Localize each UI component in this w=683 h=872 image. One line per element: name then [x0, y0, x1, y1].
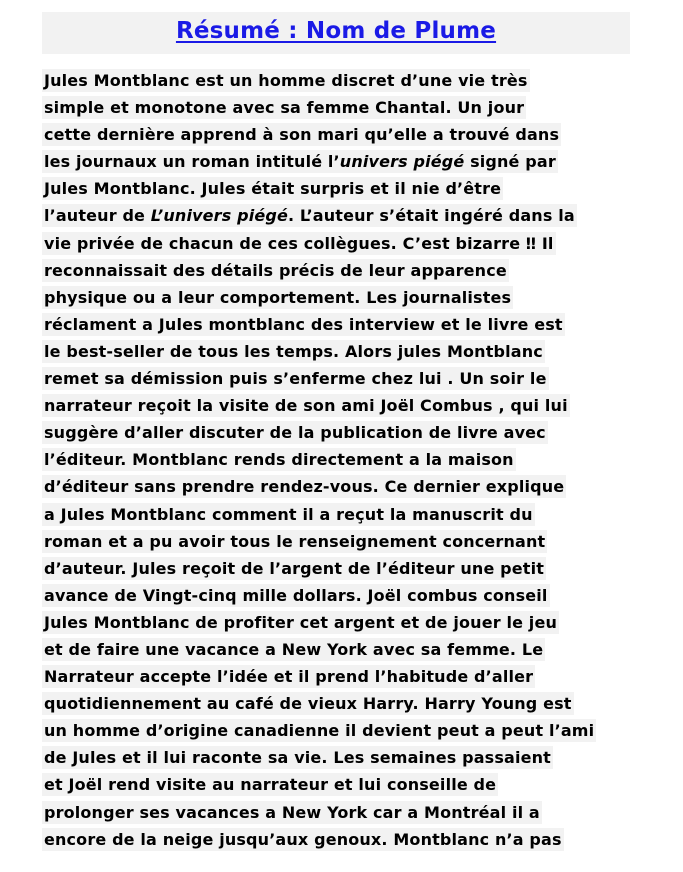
text-line-content: a Jules Montblanc comment il a reçut la manuscrit du [44, 504, 533, 524]
text-line [42, 770, 638, 797]
text-line [42, 120, 638, 147]
text-line [42, 798, 638, 825]
text-line-content: quotidiennement au café de vieux Harry. Harry Young est [44, 694, 572, 714]
text-line-content: vie privée de chacun de ces collègues. C’est bizarre ‼ Il [44, 233, 554, 253]
text-line [42, 174, 638, 201]
text-line [42, 147, 638, 174]
text-line-content: de Jules et il lui raconte sa vie. Les semaines passaient [44, 748, 551, 768]
text-line [42, 229, 638, 256]
text-line [42, 608, 638, 635]
text-line-content: prolonger ses vacances a New York car a Montréal il a [44, 802, 540, 822]
text-line [42, 662, 638, 689]
text-line [42, 716, 638, 743]
text-line-content: simple et monotone avec sa femme Chantal. Un jour [44, 98, 525, 118]
text-segment: . L’auteur s’était ingéré dans la [287, 206, 575, 226]
text-line-content: encore de la neige jusqu’aux genoux. Montblanc n’a pas [44, 829, 562, 849]
text-line-content: narrateur reçoit la visite de son ami Joël Combus , qui lui [44, 396, 568, 416]
text-line-content: remet sa démission puis s’enferme chez lui . Un soir le [44, 369, 547, 389]
text-segment: les journaux un roman intitulé l’ [44, 152, 340, 172]
text-line-content: physique ou a leur comportement. Les journalistes [44, 287, 512, 307]
text-line [42, 201, 638, 228]
text-line-content [42, 204, 577, 227]
text-line [42, 554, 638, 581]
summary-body [42, 66, 638, 852]
text-line [42, 825, 638, 852]
text-line [42, 635, 638, 662]
text-line [42, 256, 638, 283]
text-line-content: Jules Montblanc. Jules était surpris et il nie d’être [44, 179, 502, 199]
text-line [42, 743, 638, 770]
text-line-content: et de faire une vacance a New York avec sa femme. Le [44, 639, 544, 659]
text-line-content: d’auteur. Jules reçoit de l’argent de l’éditeur une petit [44, 558, 545, 578]
document-title: Résumé : Nom de Plume [175, 18, 497, 44]
text-line [42, 364, 638, 391]
text-line-content: suggère d’aller discuter de la publication de livre avec [44, 423, 546, 443]
text-line [42, 527, 638, 554]
text-line-content: avance de Vingt-cinq mille dollars. Joël combus conseil [44, 585, 548, 605]
text-line [42, 689, 638, 716]
book-title-italic: univers piégé [339, 152, 465, 172]
text-line [42, 472, 638, 499]
text-line-content: reconnaissait des détails précis de leur apparence [44, 260, 507, 280]
text-line [42, 337, 638, 364]
text-line-content: le best-seller de tous les temps. Alors jules Montblanc [44, 341, 543, 361]
book-title-italic: L’univers piégé [150, 206, 288, 226]
text-segment: signé par [464, 152, 556, 172]
text-line [42, 418, 638, 445]
text-line-content: réclament a Jules montblanc des interview et le livre est [44, 314, 563, 334]
text-line [42, 445, 638, 472]
text-line-content: d’éditeur sans prendre rendez-vous. Ce dernier explique [44, 477, 565, 497]
text-line-content: l’éditeur. Montblanc rends directement a la maison [44, 450, 514, 470]
text-line-content: un homme d’origine canadienne il devient peut a peut l’ami [44, 721, 595, 741]
title-bar [42, 12, 630, 54]
text-line [42, 500, 638, 527]
text-line [42, 391, 638, 418]
text-line-content: roman et a pu avoir tous le renseignement concernant [44, 531, 546, 551]
text-line-content: et Joël rend visite au narrateur et lui conseille de [44, 775, 497, 795]
text-line-content: Jules Montblanc est un homme discret d’une vie très [44, 71, 528, 90]
text-line-content: cette dernière apprend à son mari qu’elle a trouvé dans [44, 125, 560, 145]
text-line [42, 66, 638, 93]
text-line [42, 93, 638, 120]
text-line [42, 283, 638, 310]
text-line-content: Narrateur accepte l’idée et il prend l’habitude d’aller [44, 667, 534, 687]
text-line [42, 310, 638, 337]
text-line-content [42, 150, 558, 173]
text-segment: l’auteur de [44, 206, 151, 226]
text-line-content: Jules Montblanc de profiter cet argent et de jouer le jeu [44, 612, 557, 632]
text-line [42, 581, 638, 608]
